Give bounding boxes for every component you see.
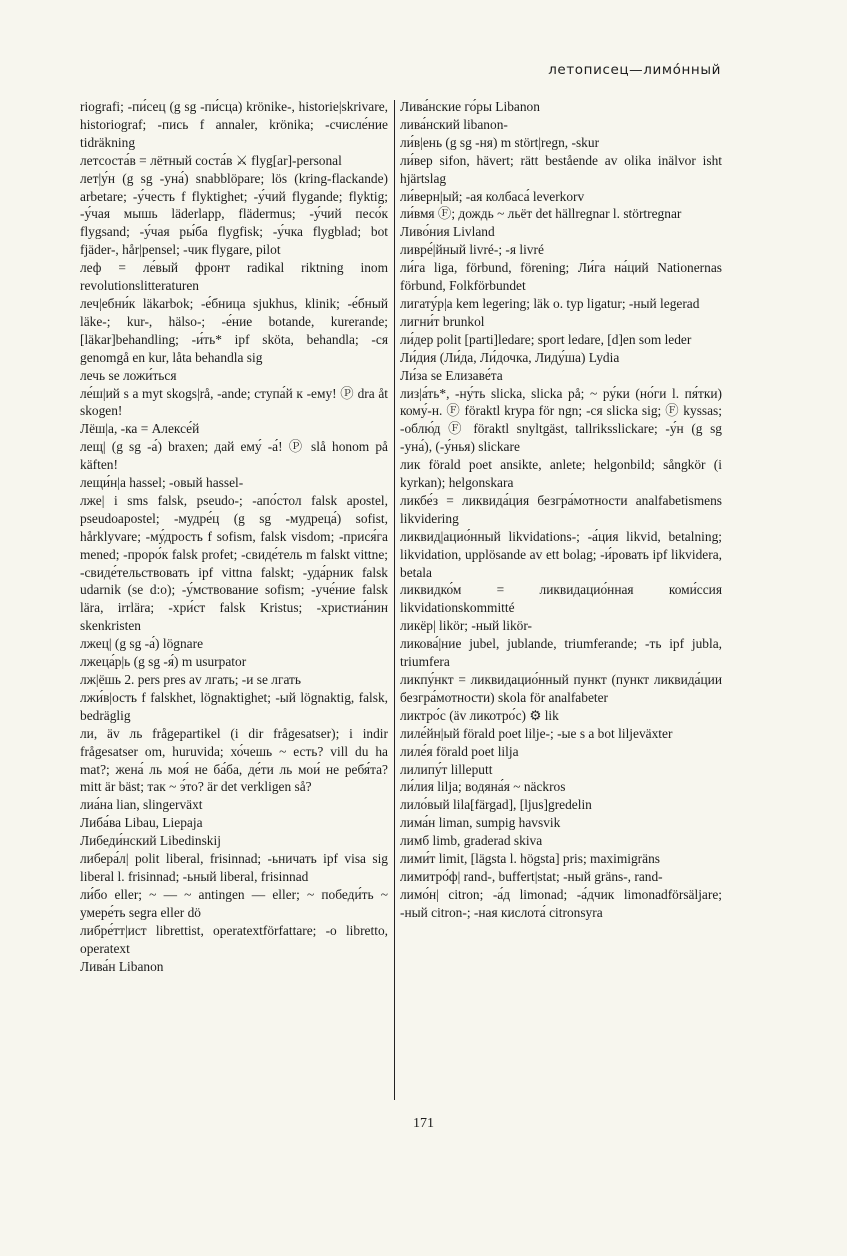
dictionary-entry: Лива́н Libanon [80,958,164,974]
dictionary-entry: лжи́в|ость f falskhet, lögnaktighet; -ый lögnaktig, falsk, bedräglig [80,689,388,723]
dictionary-entry: лиле́йн|ый förald poet lilje-; -ые s a bot liljeväxter [400,725,673,741]
page-number: 171 [413,1116,434,1131]
dictionary-entry: либре́тт|ист librettist, operatextförfattare; -о libretto, operatext [80,922,388,956]
dictionary-entry: ликвид|ацио́нный likvidations-; -а́ция likvid, betalning; likvidation, upplösande av ett bolag; -и́ровать ipf likvidera, betala [400,528,722,580]
dictionary-entry: лиа́на lian, slingerväxt [80,797,203,813]
dictionary-entry: лжец| (g sg -а́) lögnare [80,636,204,652]
dictionary-entry: ли́га liga, förbund, förening; Ли́га на́ций Nationernas förbund, Folkförbundet [400,260,722,294]
dictionary-entry: ли́вмя Ⓕ; дождь ~ льёт det hällregnar l. störtregnar [400,206,682,222]
dictionary-entry: ли́верн|ый; -ая колбаса́ leverkorv [400,188,585,204]
dictionary-entry: Ли́дия (Ли́да, Ли́дочка, Лиду́ша) Lydia [400,349,620,365]
dictionary-entry: лимо́н| citron; -а́д limonad; -а́дчик limonadförsäljare; -ный citron-; -ная кислота́ citronsyra [400,886,722,920]
dictionary-entry: ли́дер polit [parti]ledare; sport ledare, [d]en som leder [400,331,692,347]
dictionary-entry: ли́бо eller; ~ — ~ antingen — eller; ~ победи́ть ~ умере́ть segra eller dö [80,886,388,920]
dictionary-entry: Ливо́ния Livland [400,224,495,240]
dictionary-entry: либера́л| polit liberal, frisinnad; -ьничать ipf visa sig liberal l. frisinnad; -ьный liberal, frisinnad [80,851,388,884]
running-head: летописец—лимо́нный [548,62,721,78]
dictionary-entry: лжеца́р|ь (g sg -я́) m usurpator [80,654,247,670]
dictionary-entry: лже| i sms falsk, pseudo-; -апо́стол falsk apostel, pseudoapostel; -мудре́ц (g sg -мудреца́) sofist, hårklyvare; -му́дрость f sofism, falsk visdom; -прися́га mened; -проро́к falsk profet; -свиде́тель m falskt vittne; -свиде́тельствовать ipf vittna falskt; -уда́рник falsk udarnik (se d:o); -у́мствование sofism; -уче́ние falsk lära, irrlära; -хри́ст falsk Kristus; -христиа́нин skenkristen [80,492,388,634]
left-column [80,98,388,975]
dictionary-entry: ликвидко́м = ликвидацио́нная коми́ссия likvidationskommitté [400,582,722,616]
column-rule [394,100,395,1100]
right-column [400,98,722,922]
dictionary-entry: лещ| (g sg -а́) braxen; дай ему́ -а́! Ⓟ slå honom på käften! [80,439,388,473]
dictionary-entry: лими́т limit, [lägsta l. högsta] pris; maximigräns [400,851,660,867]
dictionary-entry: летсоста́в = лётный соста́в ⚔ flyg[ar]-personal [80,152,342,168]
dictionary-entry: riografi; -пи́сец (g sg -пи́сца) krönike-, historie|skrivare, historiograf; -пись f annaler, krönika; -счисле́ние tidräkning [80,99,388,150]
dictionary-entry: ливре́|йный livré-; -я livré [400,242,544,258]
dictionary-entry: ли́в|ень (g sg -ня) m stört|regn, -skur [400,134,600,150]
dictionary-entry: лигни́т brunkol [400,313,485,329]
dictionary-entry: Либеди́нский Libedinskij [80,833,221,849]
dictionary-entry: ликпу́нкт = ликвидацио́нный пункт (пункт ликвида́ции безгра́мотности) skola för analfabeter [400,672,722,705]
dictionary-entry: Лёш|а, -ка = Алексе́й [80,421,200,437]
dictionary-entry: ли́лия lilja; водяна́я ~ näckros [400,779,566,795]
dictionary-entry: лива́нский libanon- [400,116,508,132]
dictionary-entry: ли, äv ль frågepartikel (i dir frågesatser); i indir frågesatser om, huruvida; хо́чешь ~ есть? vill du ha mat?; жена́ ль моя́ не ба́ба, де́ти ль мои́ не ребя́та? mitt är bäst; так ~ э́то? är det verkligen så? [80,725,388,795]
dictionary-entry: лет|у́н (g sg -уна́) snabblöpare; lös (kring-flackande) arbetare; -у́честь f flyktighet; -у́чий flygande; flyktig; -у́чая мышь läderlapp, flädermus; -у́чий песо́к flygsand; -у́чая ры́ба flygfisk; -у́чка flygblad; bot fjäder-, hår|pensel; -чик flygare, pilot [80,170,388,258]
dictionary-entry: ликтро́с (äv ликотро́с) ⚙ lik [400,707,559,723]
dictionary-entry: лж|ёшь 2. pers pres av лгать; -и se лгать [80,672,302,687]
dictionary-entry: Ли́за se Елизаве́та [400,367,503,383]
dictionary-entry: лечь se ложи́ться [80,367,177,383]
dictionary-entry: лигату́р|а kem legering; läk o. typ ligatur; -ный legerad [400,295,700,311]
dictionary-entry: леч|ебни́к läkarbok; -е́бница sjukhus, klinik; -е́бный läke-; kur-, hälso-; -е́ние botande, kurerande; [läkar]behandling; -и́ть* ipf sköta, behandla; -ся genomgå en kur, låta behandla sig [80,295,388,365]
dictionary-entry: ликбе́з = ликвида́ция безгра́мотности analfabetismens likvidering [400,492,722,526]
dictionary-entry: лещи́н|а hassel; -овый hassel- [80,475,244,491]
dictionary-entry: лимитро́ф| rand-, buffert|stat; -ный gräns-, rand- [400,868,663,884]
dictionary-entry: лиле́я förald poet lilja [400,743,519,759]
dictionary-entry: лимб limb, graderad skiva [400,833,543,849]
dictionary-entry: Лива́нские го́ры Libanon [400,99,540,114]
dictionary-entry: лило́вый lila[färgad], [ljus]gredelin [400,797,592,813]
dictionary-entry: ле́ш|ий s a myt skogs|rå, -ande; ступа́й к -ему! Ⓟ dra åt skogen! [80,385,388,419]
dictionary-entry: ликёр| likör; -ный likör- [400,618,532,634]
dictionary-entry: лилипу́т lilleputt [400,761,493,777]
dictionary-entry: ликова́|ние jubel, jublande, triumferande; -ть ipf jubla, triumfera [400,636,722,670]
dictionary-entry: лима́н liman, sumpig havsvik [400,815,561,831]
dictionary-entry: леф = ле́вый фронт radikal riktning inom revolutionslitteraturen [80,260,388,294]
dictionary-entry: лиз|а́ть*, -ну́ть slicka, slicka på; ~ ру́ки (но́ги l. пя́тки) кому́-н. Ⓕ föraktl krypa för ngn; -ся slicka sig; Ⓕ kyssas; -облю́д Ⓕ föraktl snyltgäst, tallriksslickare; -у́н (g sg -уна́), (-у́нья) slickare [400,385,722,455]
dictionary-entry: ли́вер sifon, hävert; rätt bestående av olika inälvor isht hjärtslag [400,152,722,186]
dictionary-entry: лик förald poet ansikte, anlete; helgonbild; sångkör (i kyrkan); helgonskara [400,457,722,491]
dictionary-entry: Либа́ва Libau, Liepaja [80,815,203,831]
